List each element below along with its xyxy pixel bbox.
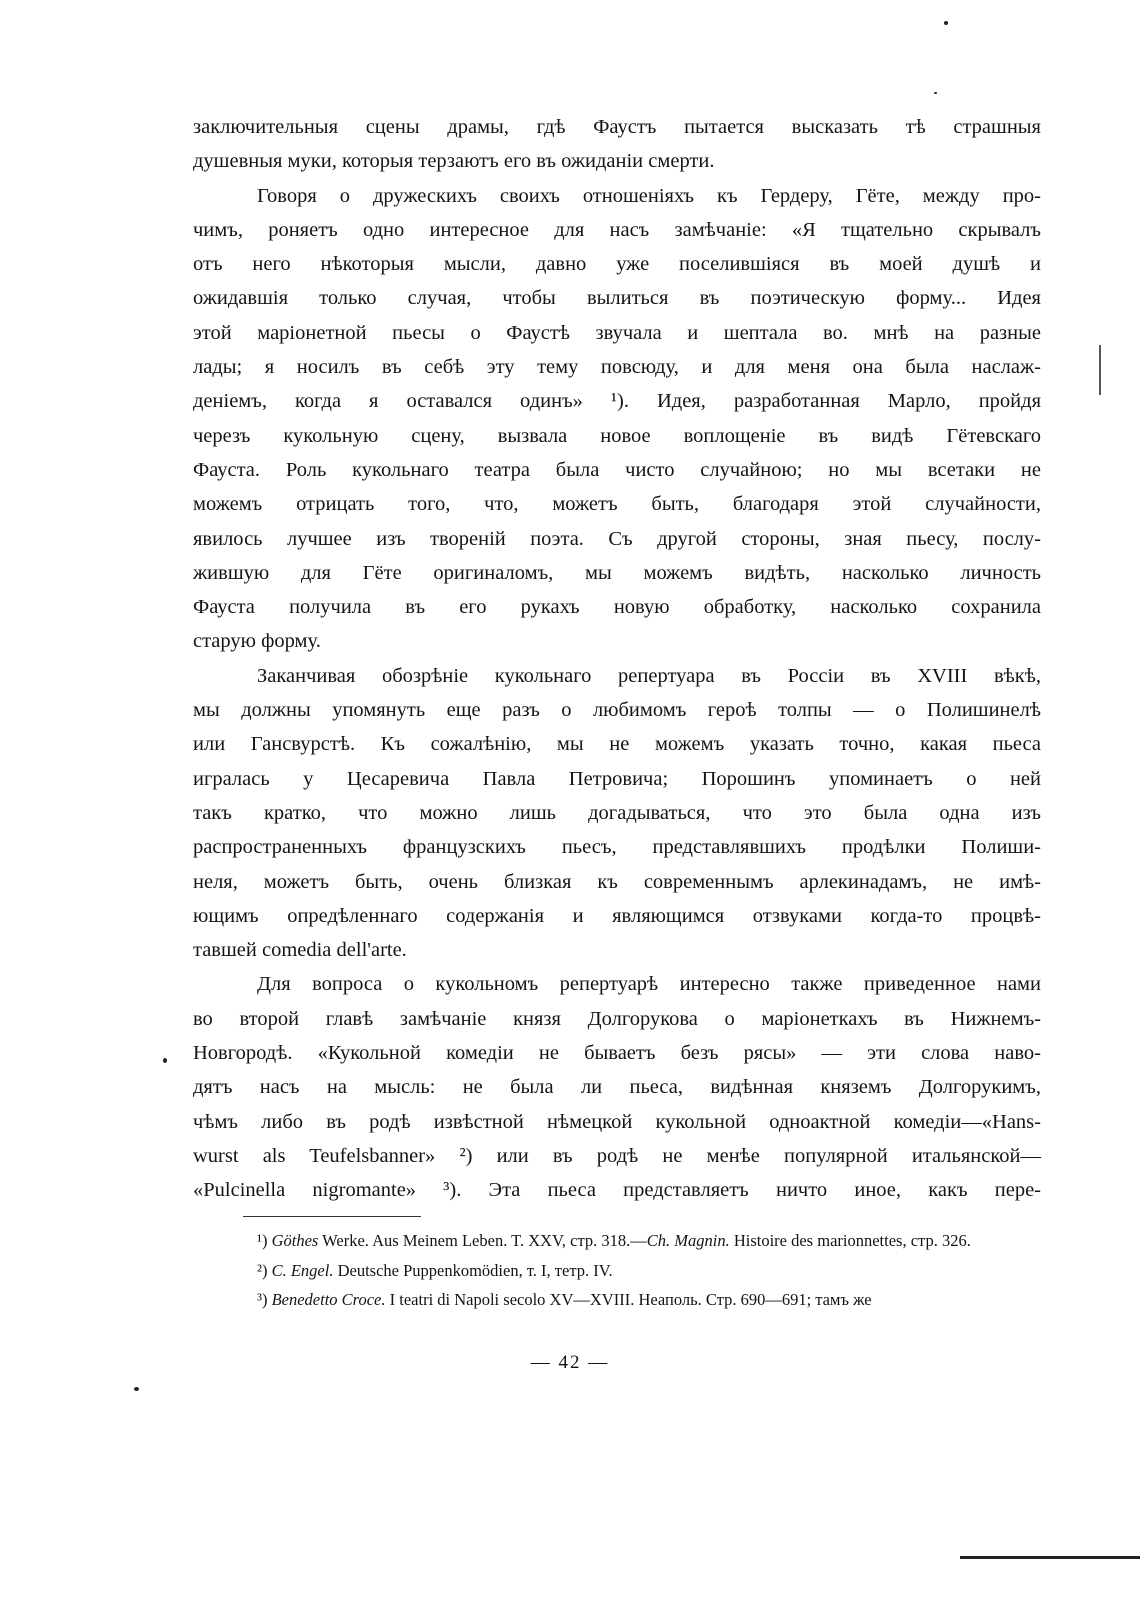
footnotes: [193, 1226, 1041, 1315]
text-line: мы должны упомянуть еще разъ о любимомъ героѣ толпы — о Полишинелѣ: [193, 699, 1041, 722]
text-line: Заканчивая обозрѣніе кукольнаго репертуара въ Россіи въ XVIII вѣкѣ,: [257, 664, 1041, 687]
text-line: Фауста получила въ его рукахъ новую обработку, насколько сохранила: [193, 596, 1041, 619]
body-text: [193, 110, 1041, 1208]
scan-speck: [163, 1058, 167, 1063]
footnote-mark: ¹): [257, 1231, 268, 1250]
text-line: заключительныя сцены драмы, гдѣ Фаустъ пытается высказать тѣ страшныя: [193, 116, 1041, 138]
text-line: wurst als Teufelsbanner» ²) или въ родѣ не менѣе популярной итальянской—: [193, 1144, 1041, 1167]
text-line: явилось лучшее изъ твореній поэта. Съ другой стороны, зная пьесу, послу-: [193, 527, 1041, 550]
scan-speck: [944, 21, 948, 25]
text-line: старую форму.: [193, 630, 321, 653]
text-line: «Pulcinella nigromante» ³). Эта пьеса представляетъ ничто иное, какъ пере-: [193, 1179, 1041, 1202]
paragraph: [193, 659, 1041, 968]
text-line: Для вопроса о кукольномъ репертуарѣ интересно также приведенное нами: [257, 973, 1041, 996]
footnote: [193, 1226, 1041, 1256]
footnote-mark: ²): [257, 1260, 268, 1280]
text-line: во второй главѣ замѣчаніе князя Долгорукова о маріонеткахъ въ Нижнемъ-: [193, 1007, 1041, 1030]
page-number: — 42 —: [530, 1352, 610, 1373]
footnote: [193, 1285, 1041, 1315]
text-line: ожидавшія только случая, чтобы вылиться въ поэтическую форму... Идея: [193, 287, 1041, 310]
text-line: лады; я носилъ въ себѣ эту тему повсюду, и для меня она была наслаж-: [193, 356, 1041, 379]
paragraph: [193, 967, 1041, 1207]
footnote-text: Werke. Aus Meinem Leben. T. XXV, стр. 318.—: [318, 1231, 647, 1250]
footnote-author: C. Engel.: [271, 1260, 334, 1280]
text-line: дятъ насъ на мысль: не была ли пьеса, видѣнная княземъ Долгорукимъ,: [193, 1076, 1041, 1099]
text-line: такъ кратко, что можно лишь догадываться, что это была одна изъ: [193, 801, 1041, 824]
footnote-author: Benedetto Croce.: [271, 1290, 386, 1309]
text-line: Говоря о дружескихъ своихъ отношеніяхъ къ Гердеру, Гёте, между про-: [257, 184, 1041, 207]
text-line: деніемъ, когда я оставался одинъ» ¹). Идея, разработанная Марло, пройдя: [193, 390, 1041, 413]
footnote: [193, 1256, 1041, 1286]
footnote-mark: ³): [257, 1290, 268, 1309]
footnote-text: I teatri di Napoli secolo XV—XVIII. Неаполь. Стр. 690—691; тамъ же: [385, 1290, 872, 1309]
text-line: чимъ, роняетъ одно интересное для насъ замѣчаніе: «Я тщательно скрывалъ: [193, 218, 1041, 241]
text-line: можемъ отрицать того, что, можетъ быть, благодаря этой случайности,: [193, 493, 1041, 516]
text-line: отъ него нѣкоторыя мысли, давно уже поселившіяся въ моей душѣ и: [193, 253, 1041, 276]
text-line: душевныя муки, которыя терзаютъ его въ ожиданіи смерти.: [193, 150, 715, 173]
footnote-text: Deutsche Puppenkomödien, т. I, тетр. IV.: [333, 1260, 613, 1280]
footnote-author: Göthes: [271, 1231, 319, 1250]
text-line: чѣмъ либо въ родѣ извѣстной нѣмецкой кукольной одноактной комедіи—«Hans-: [193, 1110, 1041, 1133]
scan-speck: [934, 92, 937, 94]
footnote-divider: [243, 1216, 421, 1217]
text-line: Фауста. Роль кукольнаго театра была чисто случайною; но мы всетаки не: [193, 458, 1041, 481]
paragraph: [193, 110, 1041, 179]
text-line: Новгородѣ. «Кукольной комедіи не бываетъ безъ рясы» — эти слова наво-: [193, 1042, 1041, 1065]
text-line: распространенныхъ французскихъ пьесъ, представлявшихъ продѣлки Полиши-: [193, 836, 1041, 859]
text-line: неля, можетъ быть, очень близкая къ современнымъ арлекинадамъ, не имѣ-: [193, 870, 1041, 893]
paragraph: [193, 179, 1041, 659]
scan-edge-mark: [1099, 345, 1101, 395]
text-line: игралась у Цесаревича Павла Петровича; Порошинъ упоминаетъ о ней: [193, 767, 1041, 790]
text-line: ющимъ опредѣленнаго содержанія и являющимся отзвуками когда-то процвѣ-: [193, 904, 1041, 927]
text-line: жившую для Гёте оригиналомъ, мы можемъ видѣть, насколько личность: [193, 561, 1041, 584]
text-line: черезъ кукольную сцену, вызвала новое воплощеніе въ видѣ Гётевскаго: [193, 424, 1041, 447]
text-line: или Гансвурстѣ. Къ сожалѣнію, мы не можемъ указать точно, какая пьеса: [193, 733, 1041, 756]
footnote-text2: Histoire des marionnettes, стр. 326.: [729, 1231, 971, 1250]
text-line: этой маріонетной пьесы о Фаустѣ звучала и шептала во. мнѣ на разные: [193, 321, 1041, 344]
footnote-author2: Ch. Magnin.: [646, 1231, 730, 1250]
text-line: тавшей comedia dell'arte.: [193, 939, 407, 962]
scan-speck: [134, 1387, 139, 1391]
scan-edge-mark: [960, 1556, 1140, 1559]
